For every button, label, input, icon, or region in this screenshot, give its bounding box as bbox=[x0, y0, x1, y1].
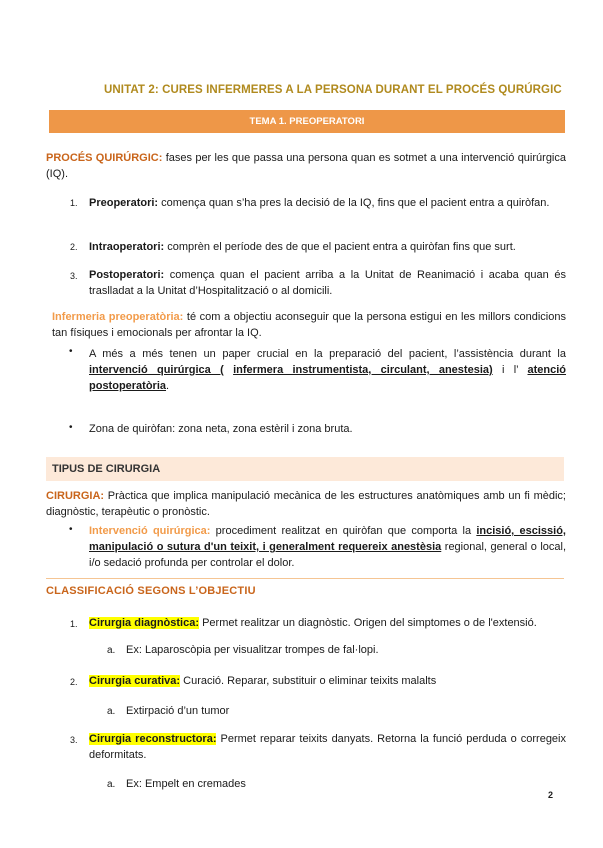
infermeria-bullet-zones: Zona de quiròfan: zona neta, zona estèril i zona bruta. bbox=[89, 423, 353, 435]
bullet-icon: • bbox=[69, 422, 73, 433]
infermeria-paragraph: Infermeria preoperatòria: té com a objectiu aconseguir que la persona estigui en les millors condicions tan físiques i emocionals per afrontar la IQ. bbox=[52, 311, 566, 339]
document-title: UNITAT 2: CURES INFERMERES A LA PERSONA DURANT EL PROCÉS QURÚRGIC bbox=[104, 84, 562, 96]
sub-letter: a. bbox=[107, 645, 116, 656]
class-number: 3. bbox=[70, 735, 78, 745]
tipus-section-header bbox=[46, 457, 564, 481]
phase-item: Preoperatori: comença quan s’ha pres la decisió de la IQ, fins que el pacient entra a quiròfan. bbox=[89, 197, 550, 209]
tipus-heading: TIPUS DE CIRURGIA bbox=[52, 463, 161, 475]
class-item: Cirurgia reconstructora: Permet reparar teixits danyats. Retorna la funció perduda o corregeix deformitats. bbox=[89, 733, 566, 761]
bullet-icon: • bbox=[69, 346, 73, 357]
phase-number: 1. bbox=[70, 198, 78, 208]
class-item: Cirurgia curativa: Curació. Reparar, substituir o eliminar teixits malalts bbox=[89, 675, 437, 687]
tema-banner bbox=[49, 110, 565, 133]
page-number: 2 bbox=[548, 790, 554, 800]
infermeria-bullet: A més a més tenen un paper crucial en la preparació del pacient, l’assistència durant la intervenció quirúrgica ( infermera instrumentista, circulant, anestesia) i l’ atenció postoperatòria. bbox=[89, 348, 567, 392]
tema-title: TEMA 1. PREOPERATORI bbox=[249, 116, 365, 127]
sub-letter: a. bbox=[107, 706, 116, 717]
sub-letter: a. bbox=[107, 779, 116, 790]
phase-item: Intraoperatori: comprèn el període des de que el pacient entra a quiròfan fins que surt. bbox=[89, 241, 516, 253]
cirurgia-paragraph: CIRURGIA: Pràctica que implica manipulació mecànica de les estructures anatòmiques amb un fi mèdic; diagnòstic, terapèutic o pronòstic. bbox=[46, 490, 566, 518]
class-subitem: Ex: Empelt en cremades bbox=[126, 778, 246, 790]
divider bbox=[46, 578, 564, 579]
class-item: Cirurgia diagnòstica: Permet realitzar un diagnòstic. Origen del simptomes o de l'extensió. bbox=[89, 617, 537, 629]
phase-number: 3. bbox=[70, 271, 78, 281]
phase-number: 2. bbox=[70, 242, 78, 252]
classificacio-heading: CLASSIFICACIÓ SEGONS L’OBJECTIU bbox=[46, 585, 256, 597]
class-number: 1. bbox=[70, 619, 78, 629]
class-subitem: Extirpació d’un tumor bbox=[126, 705, 230, 717]
phase-item: Postoperatori: comença quan el pacient arriba a la Unitat de Reanimació i acaba quan és traslladat a la Unitat d’Hospitalització o al domicili. bbox=[89, 269, 566, 297]
class-number: 2. bbox=[70, 677, 78, 687]
intervencio-bullet: Intervenció quirúrgica: procediment realitzat en quiròfan que comporta la incisió, escissió, manipulació o sutura d'un teixit, i generalment requereix anestèsia regional, general o local, i/o sedació profunda per controlar el dolor. bbox=[89, 525, 567, 569]
class-subitem: Ex: Laparoscòpia per visualitzar trompes de fal·lopi. bbox=[126, 644, 379, 656]
proces-paragraph: PROCÉS QUIRÚRGIC: fases per les que passa una persona quan es sotmet a una intervenció quirúrgica (IQ). bbox=[46, 152, 566, 180]
bullet-icon: • bbox=[69, 524, 73, 535]
